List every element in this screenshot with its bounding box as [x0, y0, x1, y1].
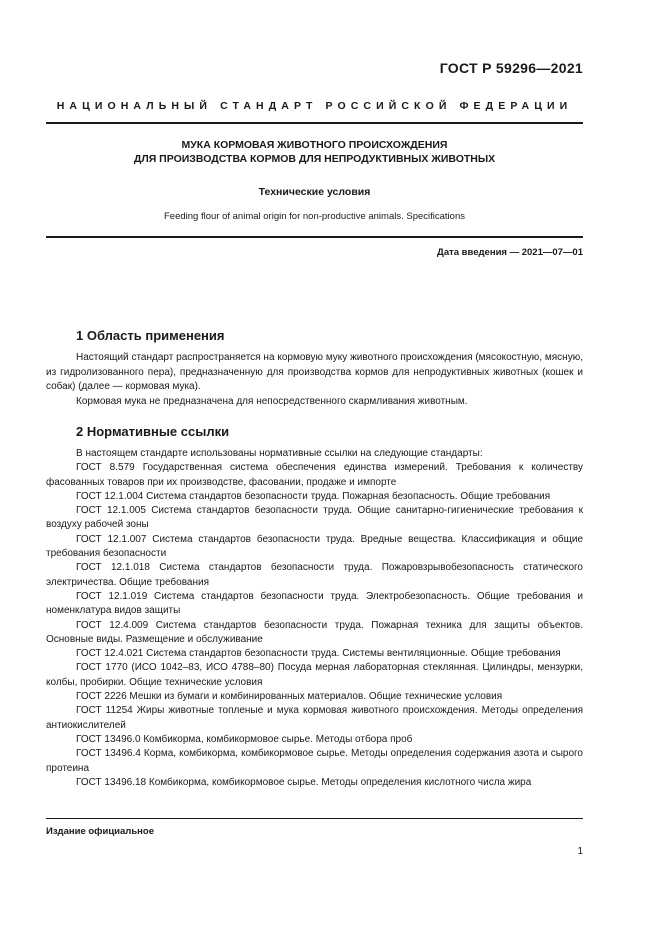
introduction-date: Дата введения — 2021—07—01 [437, 247, 583, 258]
footer-divider [46, 818, 583, 819]
list-item: ГОСТ 13496.18 Комбикорма, комбикормовое сырье. Методы определения кислотного числа жира [76, 776, 532, 788]
header-divider [46, 122, 583, 124]
list-item: ГОСТ 12.1.005 Система стандартов безопасности труда. Общие санитарно-гигиенические требования к воздуху рабочей зоны [46, 505, 583, 531]
gost-number: ГОСТ Р 59296—2021 [439, 60, 583, 76]
list-item: ГОСТ 8.579 Государственная система обеспечения единства измерений. Требования к количеству фасованных товаров при их производстве, фасовании, продаже и импорте [46, 462, 583, 488]
normative-references-list [46, 447, 583, 790]
national-standard-banner: НАЦИОНАЛЬНЫЙ СТАНДАРТ РОССИЙСКОЙ ФЕДЕРАЦИИ [56, 100, 573, 112]
list-item: ГОСТ 13496.4 Корма, комбикорма, комбикормовое сырье. Методы определения содержания азота и сырого протеина [46, 748, 583, 774]
page-number: 1 [577, 846, 583, 857]
list-item: ГОСТ 12.4.021 Система стандартов безопасности труда. Системы вентиляционные. Общие требования [76, 648, 561, 660]
document-subtitle: Технические условия [258, 186, 371, 198]
section-2-heading: 2 Нормативные ссылки [76, 424, 230, 439]
list-item: ГОСТ 12.1.007 Система стандартов безопасности труда. Вредные вещества. Классификация и общие требования безопасности [46, 533, 583, 560]
title-divider [46, 236, 583, 238]
section-1-heading: 1 Область применения [76, 328, 225, 343]
list-item: ГОСТ 12.1.019 Система стандартов безопасности труда. Электробезопасность. Общие требования и номенклатура видов защиты [46, 590, 583, 617]
list-item: ГОСТ 11254 Жиры животные топленые и мука кормовая животного происхождения. Методы определения антиокислителей [46, 705, 583, 731]
official-edition-label: Издание официальное [46, 826, 154, 837]
list-item: ГОСТ 12.1.018 Система стандартов безопасности труда. Пожаровзрывобезопасность статического электричества. Общие требования [46, 562, 583, 588]
list-item: ГОСТ 2226 Мешки из бумаги и комбинированных материалов. Общие технические условия [76, 691, 503, 703]
list-item: ГОСТ 12.4.009 Система стандартов безопасности труда. Пожарная техника для защиты объектов. Основные виды. Размещение и обслуживание [46, 619, 583, 645]
english-title: Feeding flour of animal origin for non-productive animals. Specifications [164, 211, 465, 222]
paragraph: Настоящий стандарт распространяется на кормовую муку животного происхождения (мясокостную, мясную, из гидролизованного пера), предназначенную для производства кормов для непродуктивных животных (кошек и собак) (далее — кормовая мука). [46, 352, 583, 393]
list-item: ГОСТ 1770 (ИСО 1042–83, ИСО 4788–80) Посуда мерная лабораторная стеклянная. Цилиндры, мензурки, колбы, пробирки. Общие технические условия [46, 662, 583, 688]
paragraph: Кормовая мука не предназначена для непосредственного скармливания животным. [76, 396, 468, 408]
title-line-1: МУКА КОРМОВАЯ ЖИВОТНОГО ПРОИСХОЖДЕНИЯ [181, 139, 448, 151]
list-item: В настоящем стандарте использованы нормативные ссылки на следующие стандарты: [76, 448, 483, 459]
document-title [46, 138, 583, 166]
list-item: ГОСТ 12.1.004 Система стандартов безопасности труда. Пожарная безопасность. Общие требования [76, 490, 551, 502]
list-item: ГОСТ 13496.0 Комбикорма, комбикормовое сырье. Методы отбора проб [76, 733, 413, 745]
title-line-2: ДЛЯ ПРОИЗВОДСТВА КОРМОВ ДЛЯ НЕПРОДУКТИВНЫХ ЖИВОТНЫХ [133, 153, 496, 165]
section-1-body [46, 351, 583, 410]
